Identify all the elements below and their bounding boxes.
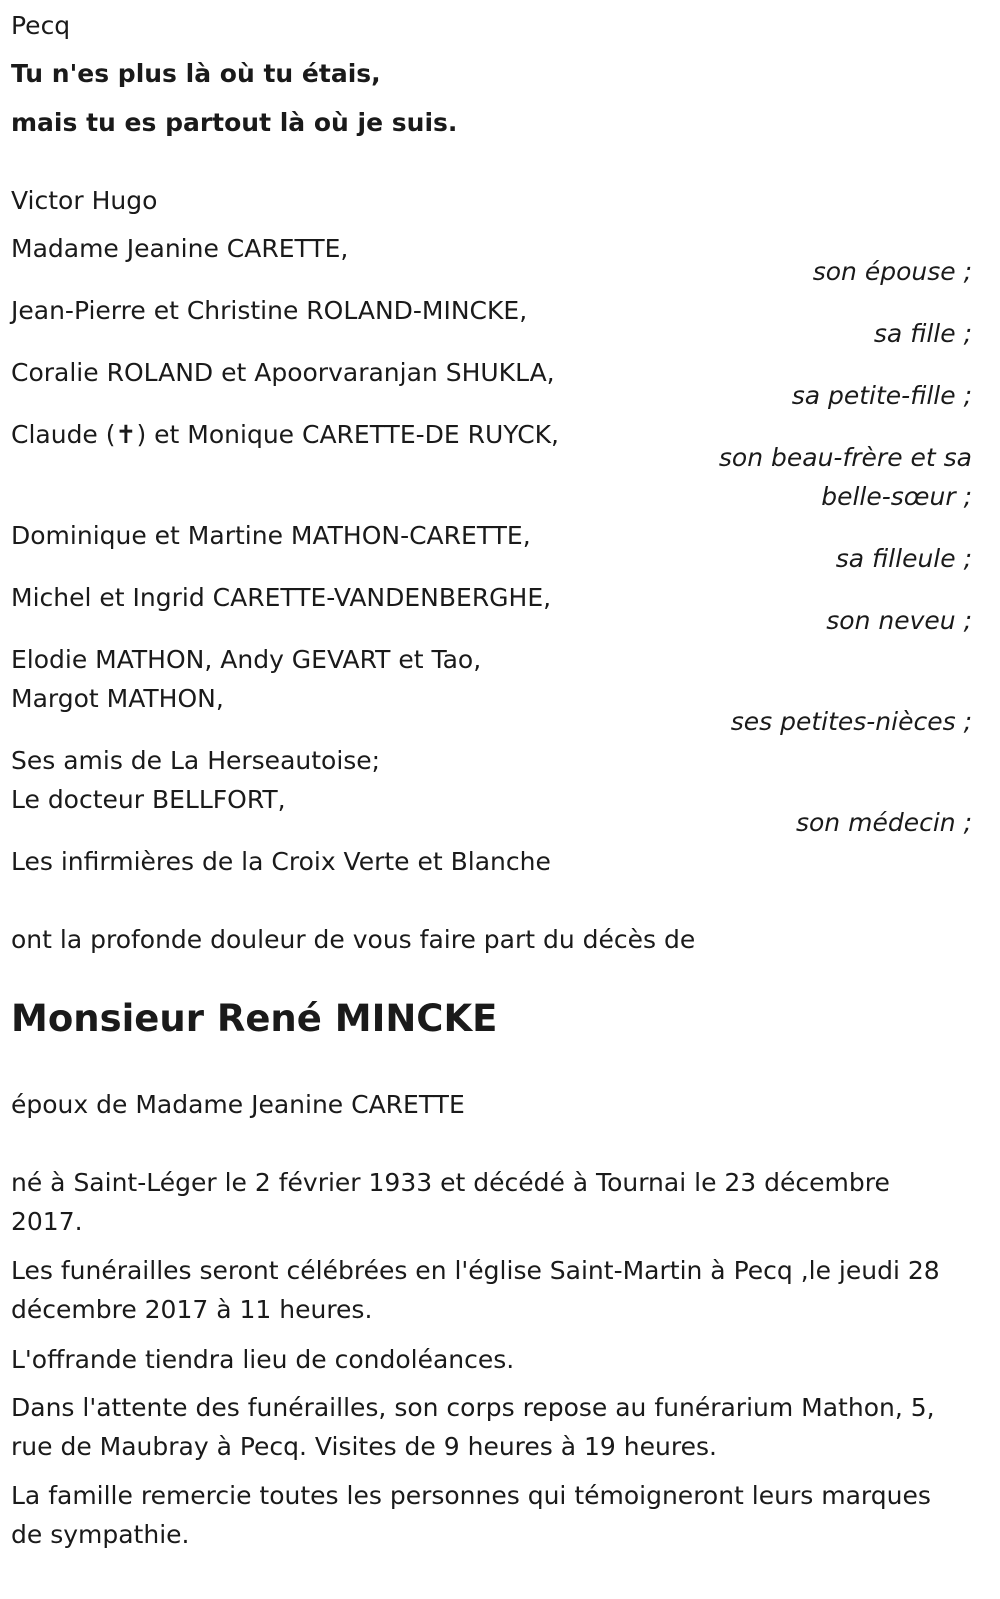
location-label: Pecq xyxy=(11,11,71,40)
deceased-name: Monsieur René MINCKE xyxy=(11,997,498,1040)
mourner-name: Coralie ROLAND et Apoorvaranjan SHUKLA, xyxy=(11,358,555,387)
quote-line-1: Tu n'es plus là où tu étais, xyxy=(11,59,381,88)
mourner-role: sa fille ; xyxy=(873,319,972,348)
mourner-name: Dominique et Martine MATHON-CARETTE, xyxy=(11,521,531,550)
quote-line-2: mais tu es partout là où je suis. xyxy=(11,108,458,137)
mourner-name-line-1: Elodie MATHON, Andy GEVART et Tao, xyxy=(11,645,482,674)
funerarium-paragraph: Dans l'attente des funérailles, son corps repose au funérarium Mathon, 5, rue de Maubray à Pecq. Visites de 9 heures à 19 heures. xyxy=(11,1393,935,1461)
mourner-role: son médecin ; xyxy=(795,808,972,837)
mourner-name-line-2: Margot MATHON, xyxy=(11,684,224,713)
mourner-name: Les infirmières de la Croix Verte et Blanche xyxy=(11,847,551,876)
mourner-role: son neveu ; xyxy=(826,606,972,635)
mourner-name-line-2: Le docteur BELLFORT, xyxy=(11,785,286,814)
mourner-name-line-1: Ses amis de La Herseautoise; xyxy=(11,746,381,775)
mourner-role: sa filleule ; xyxy=(835,544,972,573)
mourner-role: son épouse ; xyxy=(812,257,972,286)
offering-paragraph: L'offrande tiendra lieu de condoléances. xyxy=(11,1345,515,1374)
thanks-paragraph: La famille remercie toutes les personnes qui témoigneront leurs marques de sympathie. xyxy=(11,1481,931,1549)
announcement-text: ont la profonde douleur de vous faire part du décès de xyxy=(11,925,696,954)
mourner-name: Michel et Ingrid CARETTE-VANDENBERGHE, xyxy=(11,583,552,612)
birth-death-paragraph: né à Saint-Léger le 2 février 1933 et décédé à Tournai le 23 décembre 2017. xyxy=(11,1168,890,1236)
mourner-name: Claude (✝) et Monique CARETTE-DE RUYCK, xyxy=(11,420,559,449)
mourner-role-line-2: belle-sœur ; xyxy=(821,482,972,511)
spouse-line: époux de Madame Jeanine CARETTE xyxy=(11,1090,465,1119)
quote-author: Victor Hugo xyxy=(11,186,158,215)
mourner-name: Jean-Pierre et Christine ROLAND-MINCKE, xyxy=(11,296,528,325)
mourner-role: sa petite-fille ; xyxy=(791,381,972,410)
mourner-role-line-1: son beau-frère et sa xyxy=(718,443,972,472)
funeral-paragraph: Les funérailles seront célébrées en l'église Saint-Martin à Pecq ,le jeudi 28 décembre 2017 à 11 heures. xyxy=(11,1256,940,1324)
mourner-role: ses petites-nièces ; xyxy=(730,707,972,736)
mourner-name: Madame Jeanine CARETTE, xyxy=(11,234,349,263)
